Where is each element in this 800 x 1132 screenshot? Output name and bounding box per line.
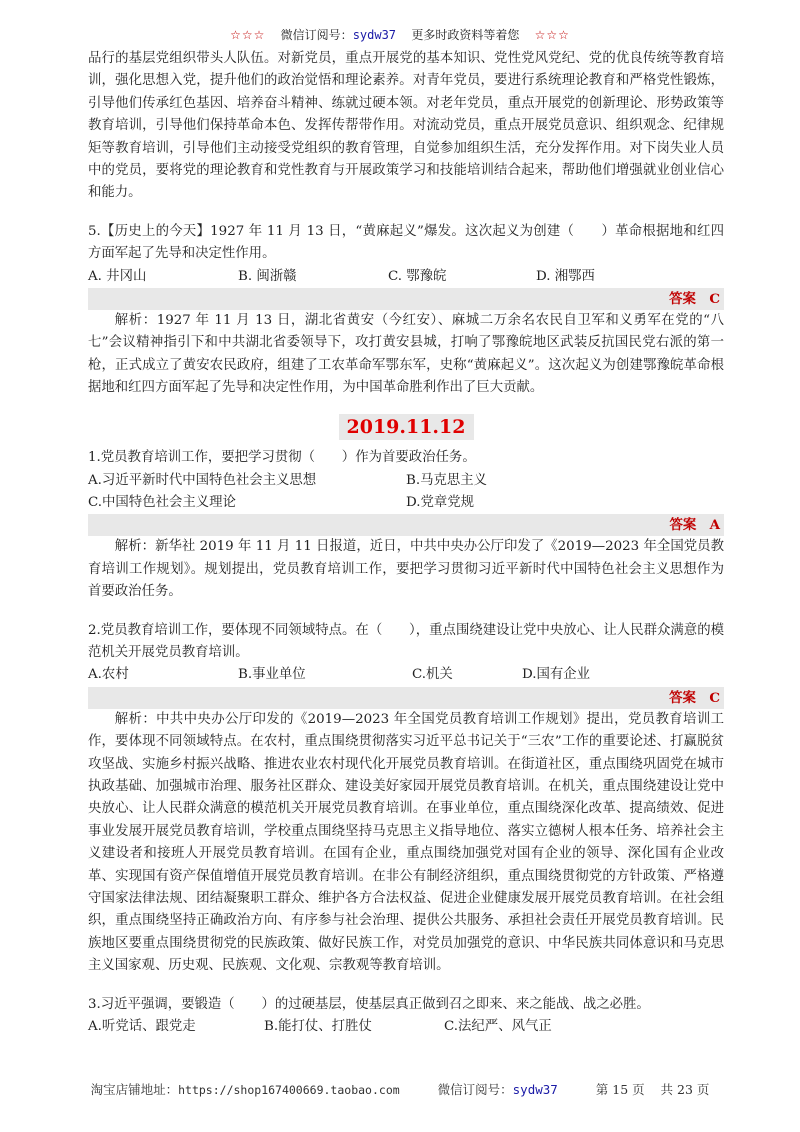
q2-options — [88, 664, 724, 686]
q5-question: 5.【历史上的今天】1927 年 11 月 13 日，“黄麻起义”爆发。这次起义为创建（ ）革命根据地和红四方面军起了先导和决定性作用。 — [88, 223, 724, 262]
header-label: 微信订阅号： — [280, 28, 353, 42]
page-content — [88, 48, 724, 1038]
q2-option-c: C.机关 — [412, 667, 453, 683]
q5-option-d: D. 湘鄂西 — [536, 268, 595, 284]
q5-options — [88, 266, 724, 288]
q1-options-row1 — [88, 470, 724, 492]
date-heading: 2019.11.12 — [339, 414, 474, 440]
intro-paragraph: 品行的基层党组织带头人队伍。对新党员，重点开展党的基本知识、党性党风党纪、党的优良传统等教育培训，强化思想入党，提升他们的政治觉悟和理论素养。对青年党员，要进行系统理论教育和严格党性锻炼，引导他们传承红色基因、培养奋斗精神、练就过硬本领。对老年党员，重点开展党的创新理论、形势政策等教育培训，引导他们保持革命本色、发挥传帮带作用。对流动党员，重点开展党员意识、组织观念、纪律规矩等教育培训，引导他们主动接受党组织的教育管理，自觉参加组织生活，充分发挥作用。对下岗失业人员中的党员，要将党的理论教育和党性教育与开展政策学习和技能培训结合起来，帮助他们增强就业创业信心和能力。 — [88, 51, 724, 201]
page-header — [0, 26, 800, 43]
q2-analysis: 解析：中共中央办公厅印发的《2019—2023 年全国党员教育培训工作规划》提出，党员教育培训工作，要体现不同领域特点。在农村，重点围绕贯彻落实习近平总书记关于“三农”工作的重要论述、打赢脱贫攻坚战、实施乡村振兴战略、推进农业农村现代化开展党员教育培训。在街道社区，重点围绕巩固党在城市执政基础、加强城市治理、服务社区群众、建设美好家园开展党员教育培训。在机关，重点围绕建设让党中央放心、让人民群众满意的模范机关开展党员教育培训。在事业单位，重点围绕深化改革、提高绩效、促进事业发展开展党员教育培训，学校重点围绕坚持马克思主义指导地位、落实立德树人根本任务、培养社会主义建设者和接班人开展党员教育培训。在国有企业，重点围绕加强党对国有企业的领导、深化国有企业改革、实现国有资产保值增值开展党员教育培训。在非公有制经济组织，重点围绕贯彻党的方针政策、严格遵守国家法律法规、团结凝聚职工群众、维护各方合法权益、促进企业健康发展开展党员教育培训。在社会组织，重点围绕坚持正确政治方向、有序参与社会治理、提供公共服务、承担社会责任开展党员教育培训。民族地区要重点围绕贯彻党的民族政策、做好民族工作，对党员加强党的意识、中华民族共同体意识和马克思主义国家观、历史观、民族观、文化观、宗教观等教育培训。 — [88, 711, 724, 974]
q1-answer: 答案 A — [88, 514, 724, 536]
q1-analysis: 解析：新华社 2019 年 11 月 11 日报道，近日，中共中央办公厅印发了《2019—2023 年全国党员教育培训工作规划》。规划提出，党员教育培训工作，要把学习贯彻习近平新时代中国特色社会主义思想作为首要政治任务。 — [88, 539, 724, 600]
q3-question: 3.习近平强调，要锻造（ ）的过硬基层，使基层真正做到召之即来、来之能战、战之必胜。 — [88, 996, 650, 1012]
header-account: sydw37 — [352, 28, 397, 42]
q3-options — [88, 1016, 724, 1038]
header-text: 更多时政资料等着您 — [411, 28, 520, 42]
footer-shop-url[interactable]: https://shop167400669.taobao.com — [178, 1083, 400, 1097]
q5-answer: 答案 C — [88, 288, 724, 310]
q2-answer: 答案 C — [88, 687, 724, 709]
q1-option-c: C.中国特色社会主义理论 — [88, 494, 236, 510]
footer-sub-account: sydw37 — [512, 1082, 558, 1097]
page-footer — [0, 1080, 800, 1098]
header-stars-left: ☆☆☆ — [230, 28, 266, 42]
q3-option-b: B.能打仗、打胜仗 — [264, 1019, 372, 1035]
q5-option-c: C. 鄂豫皖 — [388, 268, 447, 284]
q1-option-d: D.党章党规 — [406, 494, 475, 510]
q1-question: 1.党员教育培训工作，要把学习贯彻（ ）作为首要政治任务。 — [88, 450, 476, 466]
footer-total: 共 23 页 — [660, 1082, 710, 1097]
header-stars-right: ☆☆☆ — [534, 28, 570, 42]
footer-shop-label: 淘宝店铺地址： — [90, 1082, 179, 1097]
q2-option-a: A.农村 — [88, 667, 129, 683]
q3-option-a: A.听党话、跟党走 — [88, 1019, 196, 1035]
q1-options-row2 — [88, 492, 724, 514]
q2-question: 2.党员教育培训工作，要体现不同领域特点。在（ ），重点围绕建设让党中央放心、让人民群众满意的模范机关开展党员教育培训。 — [88, 622, 724, 660]
q3-option-c: C.法纪严、风气正 — [444, 1019, 552, 1035]
q1-option-b: B.马克思主义 — [406, 472, 488, 488]
q2-option-b: B.事业单位 — [238, 667, 306, 683]
q5-option-a: A. 井冈山 — [88, 268, 147, 284]
q2-option-d: D.国有企业 — [522, 667, 591, 683]
q5-option-b: B. 闽浙赣 — [238, 268, 297, 284]
q1-option-a: A.习近平新时代中国特色社会主义思想 — [88, 472, 317, 488]
footer-page: 第 15 页 — [595, 1082, 645, 1097]
footer-sub-label: 微信订阅号： — [437, 1082, 513, 1097]
q5-analysis: 解析：1927 年 11 月 13 日，湖北省黄安（今红安）、麻城二万余名农民自卫军和义勇军在党的“八七”会议精神指引下和中共湖北省委领导下，攻打黄安县城，打响了鄂豫皖地区武装反抗国民党右派的第一枪，正式成立了黄安农民政府，组建了工农革命军鄂东军，史称“黄麻起义”。这次起义为创建鄂豫皖革命根据地和红四方面军起了先导和决定性作用，为中国革命胜利作出了巨大贡献。 — [88, 313, 724, 396]
